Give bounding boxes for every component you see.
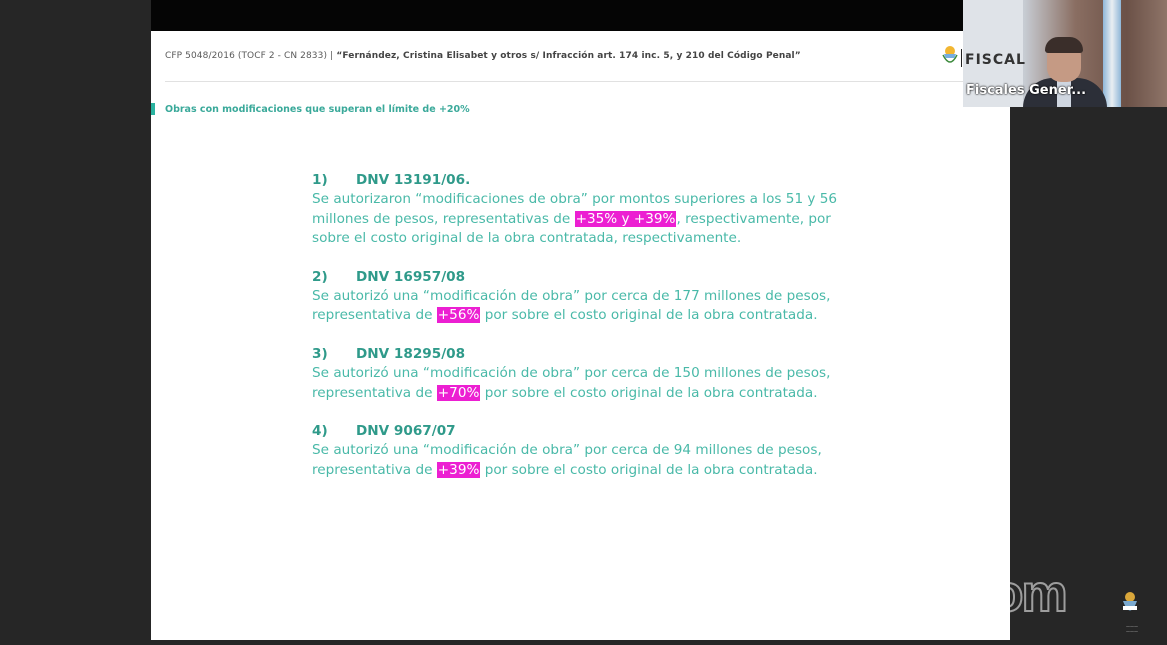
- item-text-end: por sobre el costo original de la obra contratada.: [480, 307, 818, 324]
- case-title: “Fernández, Cristina Elisabet y otros s/ Infracción art. 174 inc. 5, y 210 del Código Penal”: [333, 51, 801, 61]
- percentage-highlight: +56%: [437, 307, 480, 324]
- item-number: 3): [312, 345, 328, 362]
- item-text: Se autorizó una “modificación de obra” por cerca de 177 millones de pesos, representativa de: [312, 288, 831, 324]
- shared-slide: [151, 31, 1010, 640]
- percentage-highlight: +39%: [437, 461, 480, 478]
- item-description: [312, 190, 872, 248]
- corner-seal-caption: ——— ———: [1126, 624, 1138, 634]
- video-wall-text: FISCAL: [965, 52, 1026, 68]
- item-code: DNV 13191/06.: [356, 172, 471, 188]
- item-heading: [312, 171, 872, 190]
- case-header: [165, 51, 935, 61]
- item-code: DNV 18295/08: [356, 345, 466, 362]
- item-number: 4): [312, 423, 328, 440]
- item-heading: [312, 268, 872, 287]
- item-number: 2): [312, 268, 328, 285]
- list-item: [312, 345, 872, 403]
- seal-divider: [961, 49, 962, 67]
- participant-name: Fiscales Gener...: [966, 83, 1087, 98]
- argentina-seal-icon: [941, 45, 959, 69]
- list-item: [312, 268, 872, 326]
- item-heading: [312, 422, 872, 441]
- item-text: Se autorizaron “modificaciones de obra” por montos superiores a los 51 y 56 millones de pesos, representativas de: [312, 191, 838, 227]
- item-code: DNV 9067/07: [356, 423, 456, 440]
- percentage-highlight: +35% y +39%: [575, 210, 676, 227]
- zoom-watermark: zoom: [938, 565, 1066, 623]
- flag-in-video: [1103, 0, 1121, 107]
- item-heading: [312, 345, 872, 364]
- item-description: [312, 441, 872, 480]
- corner-seal-icon: [1120, 590, 1140, 620]
- item-text: Se autorizó una “modificación de obra” por cerca de 94 millones de pesos, representativa de: [312, 442, 822, 478]
- case-reference: CFP 5048/2016 (TOCF 2 - CN 2833) |: [165, 51, 334, 61]
- item-number: 1): [312, 172, 328, 188]
- item-text: Se autorizó una “modificación de obra” por cerca de 150 millones de pesos, representativa de: [312, 365, 831, 401]
- list-item: [312, 422, 872, 480]
- list-item: [312, 171, 872, 249]
- top-black-bar: [151, 0, 1011, 31]
- item-text-end: por sobre el costo original de la obra contratada.: [480, 384, 818, 401]
- item-code: DNV 16957/08: [356, 268, 466, 285]
- works-list: [312, 171, 872, 499]
- participant-hair: [1045, 37, 1083, 53]
- percentage-highlight: +70%: [437, 384, 480, 401]
- item-description: [312, 287, 872, 326]
- item-description: [312, 364, 872, 403]
- item-text-end: , respectivamente, por sobre el costo original de la obra contratada, respectivamente.: [312, 210, 831, 247]
- section-title: Obras con modificaciones que superan el límite de +20%: [165, 104, 470, 115]
- item-text-end: por sobre el costo original de la obra contratada.: [480, 461, 818, 478]
- header-divider: [165, 81, 999, 82]
- section-marker: [151, 103, 155, 115]
- participant-video-tile[interactable]: [963, 0, 1167, 107]
